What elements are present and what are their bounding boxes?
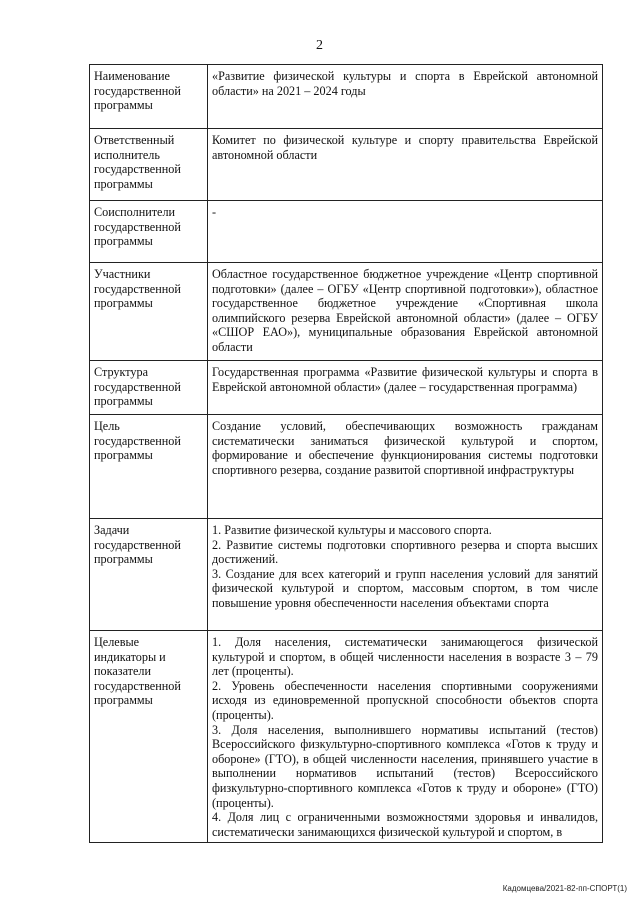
row-co-executors — [90, 201, 603, 263]
indicator-item: 3. Доля населения, выполнившего нормативы испытаний (тестов) Всероссийского физкультурно-спортивного комплекса «Готов к труду и обороне» (ГТО), в общей численности населения, принявшего участие в выполнении нормативов испытаний (тестов) Всероссийского физкультурно-спортивного комплекса «Готов к труду и обороне» (ГТО) (проценты). — [212, 722, 598, 810]
row-value: Государственная программа «Развитие физической культуры и спорта в Еврейской автономной области» (далее – государственная программа) — [208, 361, 603, 415]
row-value: Создание условий, обеспечивающих возможность гражданам систематически заниматься физической культурой и спортом, формирование и обеспечение функционирования системы подготовки спортивного резерва, создание развитой спортивной инфраструктуры — [208, 415, 603, 519]
task-item: 2. Развитие системы подготовки спортивного резерва и спорта высших достижений. — [212, 537, 598, 567]
row-structure — [90, 361, 603, 415]
indicator-item: 1. Доля населения, систематически занимающегося физической культурой и спортом, в общей численности населения в возрасте 3 – 79 лет (проценты). — [212, 635, 598, 679]
task-item: 1. Развитие физической культуры и массового спорта. — [212, 523, 492, 537]
row-value — [208, 631, 603, 843]
row-label: Участники государственной программы — [90, 263, 208, 361]
row-label: Наименование государственной программы — [90, 65, 208, 129]
row-label: Структура государственной программы — [90, 361, 208, 415]
page-number: 2 — [316, 38, 323, 53]
task-item: 3. Создание для всех категорий и групп населения условий для занятий физической культурой и спортом, массовым спортом, в том числе повышение уровня обеспеченности населения объектами спорта — [212, 566, 598, 610]
row-value: - — [208, 201, 603, 263]
program-passport-table — [89, 64, 603, 843]
row-value: Комитет по физической культуре и спорту правительства Еврейской автономной области — [208, 129, 603, 201]
row-indicators — [90, 631, 603, 843]
row-responsible-executor — [90, 129, 603, 201]
row-value: Областное государственное бюджетное учреждение «Центр спортивной подготовки» (далее – ОГБУ «Центр спортивной подготовки»), областное государственное бюджетное учреждение «Спортивная школа олимпийского резерва Еврейской автономной области» (далее – ОГБУ «СШОР ЕАО»), муниципальные образования Еврейской автономной области — [208, 263, 603, 361]
row-value: «Развитие физической культуры и спорта в Еврейской автономной области» на 2021 – 2024 годы — [208, 65, 603, 129]
row-label: Соисполнители государственной программы — [90, 201, 208, 263]
row-label: Ответственный исполнитель государственной программы — [90, 129, 208, 201]
row-participants — [90, 263, 603, 361]
footer-stamp: Кадомцева/2021-82-пп-СПОРТ(1) — [502, 884, 627, 893]
indicator-item: 2. Уровень обеспеченности населения спортивными сооружениями исходя из единовременной пропускной способности объектов спорта (проценты). — [212, 678, 598, 722]
row-tasks — [90, 519, 603, 631]
row-label: Задачи государственной программы — [90, 519, 208, 631]
row-label: Цель государственной программы — [90, 415, 208, 519]
row-label: Целевые индикаторы и показатели государственной программы — [90, 631, 208, 843]
row-program-name — [90, 65, 603, 129]
row-value — [208, 519, 603, 631]
row-goal — [90, 415, 603, 519]
indicator-item: 4. Доля лиц с ограниченными возможностями здоровья и инвалидов, систематически занимающихся физической культурой и спортом, в — [212, 810, 598, 839]
